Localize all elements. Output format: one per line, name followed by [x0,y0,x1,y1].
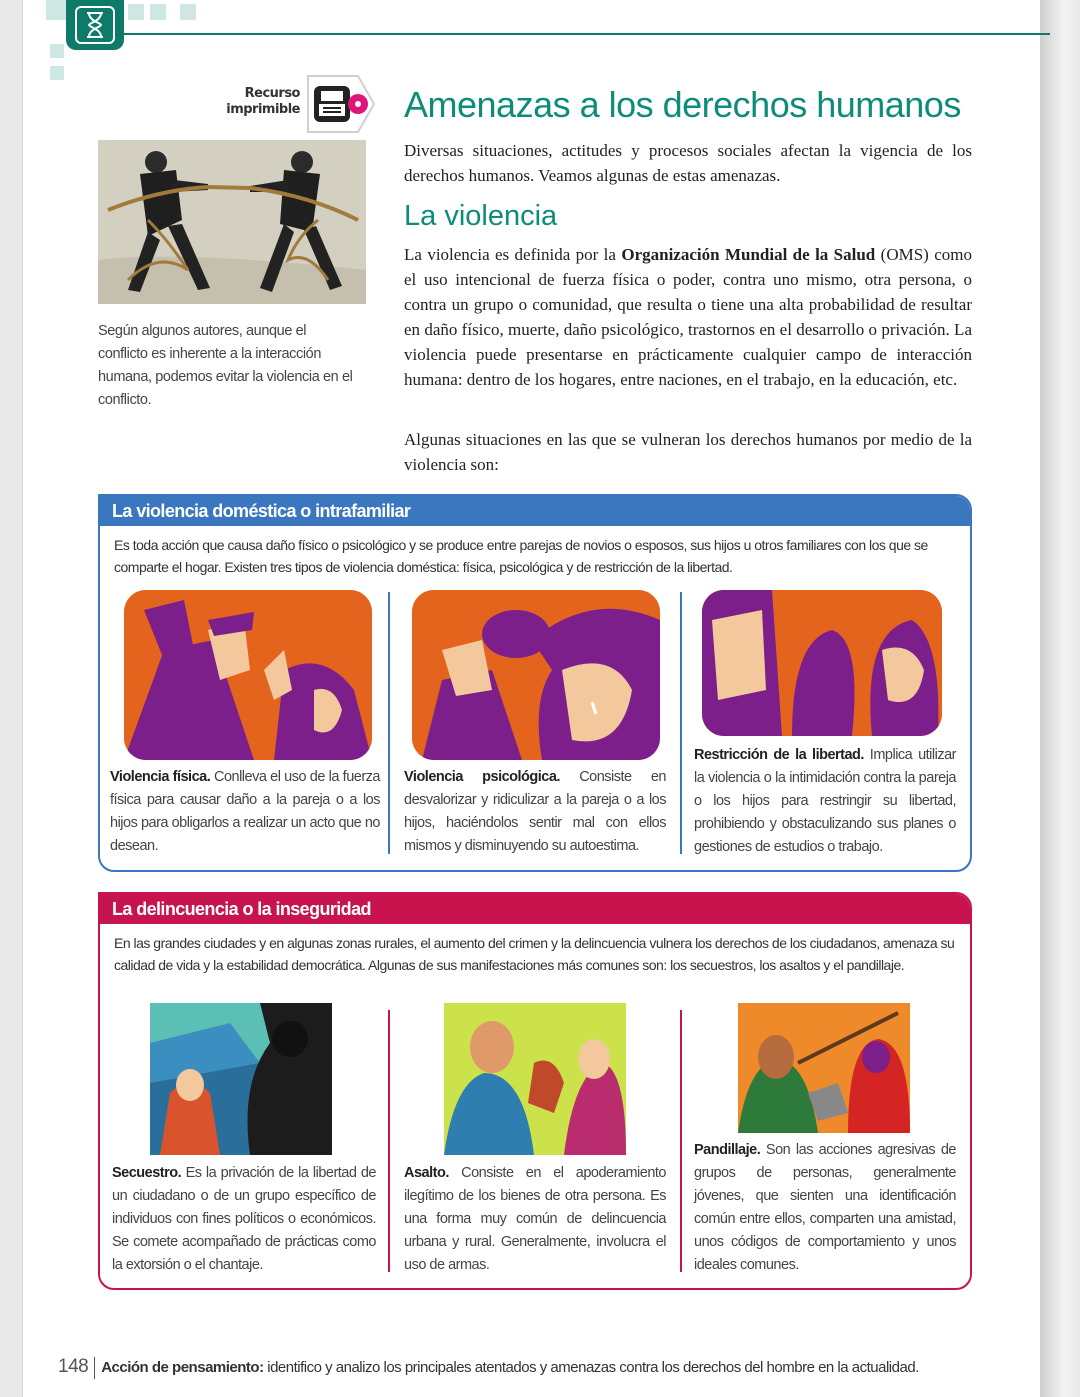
kidnapping-illustration [150,1003,332,1155]
recurso-imprimible-label: Recurso imprimible [226,86,300,117]
header-rule [100,33,1050,35]
column-divider [680,1010,682,1272]
footer-label: Acción de pensamiento: [101,1359,264,1376]
printer-icon[interactable] [306,74,376,134]
footer-text: identifico y analizo los principales atentados y amenazas contra los derechos del hombre en la actualidad. [263,1359,919,1376]
illustration-caption: Según algunos autores, aunque el conflicto es inherente a la interacción humana, podemos evitar la violencia en el conflicto. [98,323,353,408]
gang-text: Pandillaje. Son las acciones agresivas de grupos de personas, generalmente jóvenes, que sienten una identificación común entre ellos, comparten una amistad, unos códigos de comportamiento y unos ideales comunes. [694,1142,956,1273]
header-decor-square [50,44,64,58]
section-title: La violencia [404,200,558,232]
freedom-restriction-illustration [702,590,942,736]
header-decor-square [180,4,196,20]
violence-situations-paragraph: Algunas situaciones en las que se vulneran los derechos humanos por medio de la violencia son: [404,430,972,474]
page-number: 148 [58,1356,89,1377]
column-divider [388,592,390,854]
page-edge-shadow [1040,0,1080,1397]
robbery-text: Asalto. Consiste en el apoderamiento ilegítimo de los bienes de otra persona. Es una forma muy común de delincuencia urbana y rural. Generalmente, involucra el uso de armas. [404,1165,666,1273]
page-title: Amenazas a los derechos humanos [404,84,961,125]
kidnapping-text: Secuestro. Es la privación de la libertad de un ciudadano o de un grupo específico de individuos con fines políticos o económicos. Se comete acompañado de prácticas como la extorsión o el chantaje. [112,1165,376,1273]
violence-definition-paragraph: La violencia es definida por la Organización Mundial de la Salud (OMS) como el uso intencional de fuerza física o poder, contra uno mismo, otra persona, o contra un grupo o comunidad, que resulta o tiene una alta probabilidad de resultar en daño físico, muerte, daño psicológico, trastornos en el desarrollo o privación. La violencia puede presentarse en prácticamente cualquier campo de interacción humana: dentro de los hogares, entre naciones, en el trabajo, en la educación, etc. [404,245,972,389]
crime-insecurity-intro: En las grandes ciudades y en algunas zonas rurales, el aumento del crimen y la delincuencia vulnera los derechos de los ciudadanos, amenaza su calidad de vida y la estabilidad democrática. Algunas de sus manifestaciones más comunes son: los secuestros, los asaltos y el pandillaje. [114,935,955,973]
intro-paragraph: Diversas situaciones, actitudes y procesos sociales afectan la vigencia de los derechos humanos. Veamos algunas de estas amenazas. [404,141,972,185]
freedom-restriction-text: Restricción de la libertad. Implica utilizar la violencia o la intimidación contra la pareja o los hijos para restringir su libertad, prohibiendo y obstaculizando sus planes o gestiones de estudios o trabajo. [694,747,956,855]
column-divider [680,592,682,854]
psychological-violence-text: Violencia psicológica. Consiste en desvalorizar y ridiculizar a la pareja o a los hijos, haciéndolos sentir mal con ellos mismos y disminuyendo su autoestima. [404,769,666,854]
tug-of-war-illustration [98,140,366,304]
physical-violence-illustration [124,590,372,760]
header-decor-square [128,4,144,20]
page-footer [58,1356,1038,1379]
gang-illustration [738,1003,910,1133]
psychological-violence-illustration [412,590,660,760]
header-decor-square [46,0,66,20]
physical-violence-text: Violencia física. Conlleva el uso de la fuerza física para causar daño a la pareja o a los hijos para obligarlos a realizar un acto que no desean. [110,769,380,854]
domestic-violence-intro: Es toda acción que causa daño físico o psicológico y se produce entre parejas de novios o esposos, sus hijos u otros familiares con los que se comparte el hogar. Existen tres tipos de violencia doméstica: física, psicológica y de restricción de la libertad. [114,537,928,575]
header-decor-square [150,4,166,20]
domestic-violence-heading: La violencia doméstica o intrafamiliar [100,496,970,526]
column-divider [388,1010,390,1272]
robbery-illustration [444,1003,626,1155]
hourglass-icon [66,0,124,50]
footer-divider [94,1357,95,1379]
crime-insecurity-heading: La delincuencia o la inseguridad [100,894,970,924]
header-decor-square [50,66,64,80]
